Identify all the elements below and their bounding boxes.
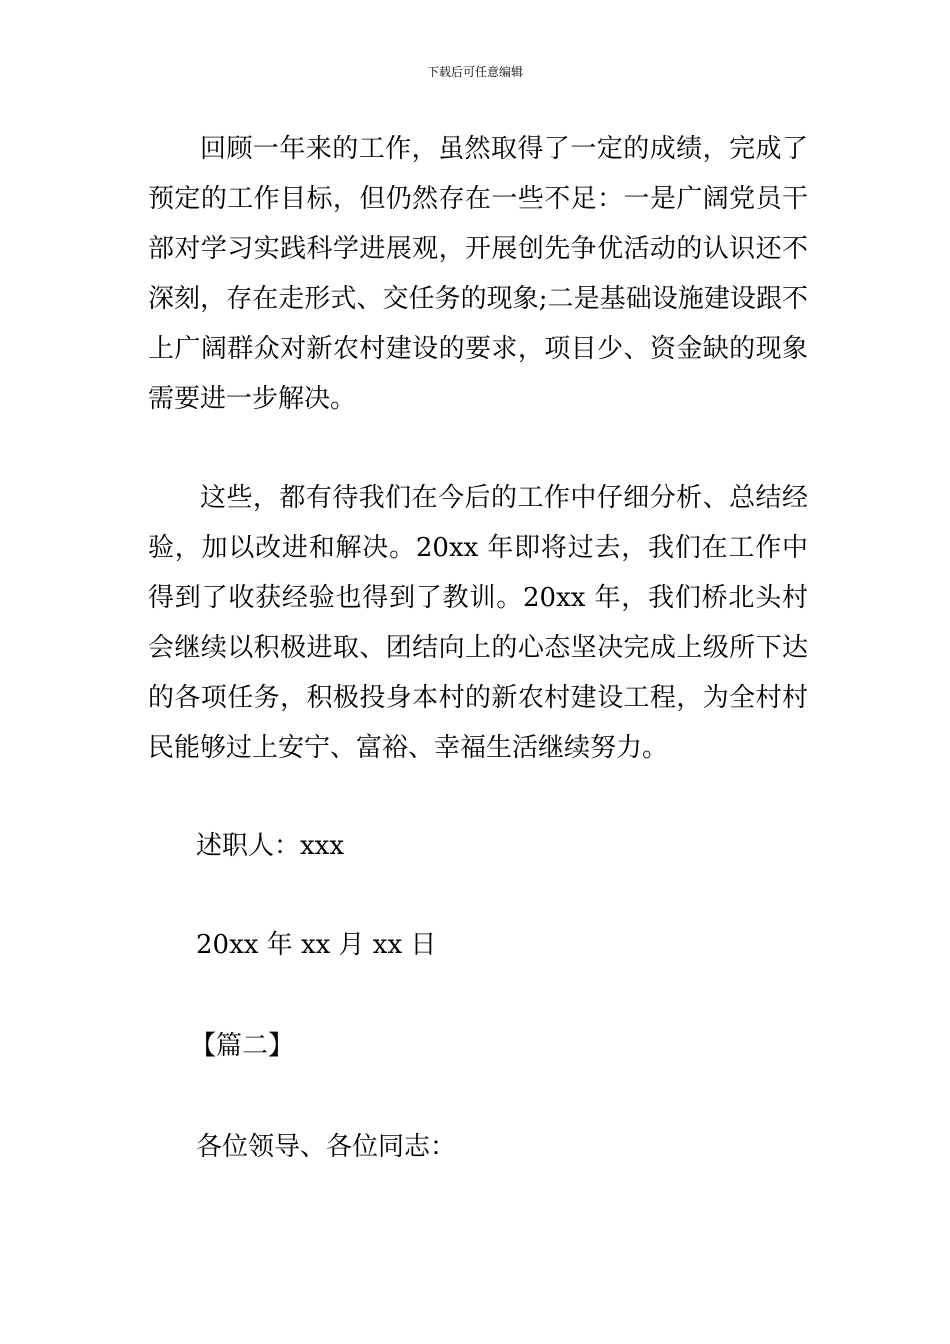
paragraph-plan: 这些，都有待我们在今后的工作中仔细分析、总结经验，加以改进和解决。20xx 年即将过去，我们在工作中得到了收获经验也得到了教训。20xx 年，我们桥北头村会继续以积极进取、团结向上的心态坚决完成上级所下达的各项任务，积极投身本村的新农村建设工程，为全村村民能够过上安宁、富裕、幸福生活继续努力。 [148, 483, 808, 763]
greeting-line: 各位领导、各位同志： [196, 1132, 457, 1162]
paragraph-review: 回顾一年来的工作，虽然取得了一定的成绩，完成了预定的工作目标，但仍然存在一些不足：一是广阔党员干部对学习实践科学进展观，开展创先争优活动的认识还不深刻，存在走形式、交任务的现象;二是基础设施建设跟不上广阔群众对新农村建设的要求，项目少、资金缺的现象需要进一步解决。 [148, 134, 808, 414]
page-header-note: 下载后可任意编辑 [426, 65, 523, 79]
date-line: 20xx 年 xx 月 xx 日 [196, 930, 437, 960]
section-title: 【篇二】 [190, 1031, 295, 1061]
signer-line: 述职人：xxx [196, 831, 344, 861]
